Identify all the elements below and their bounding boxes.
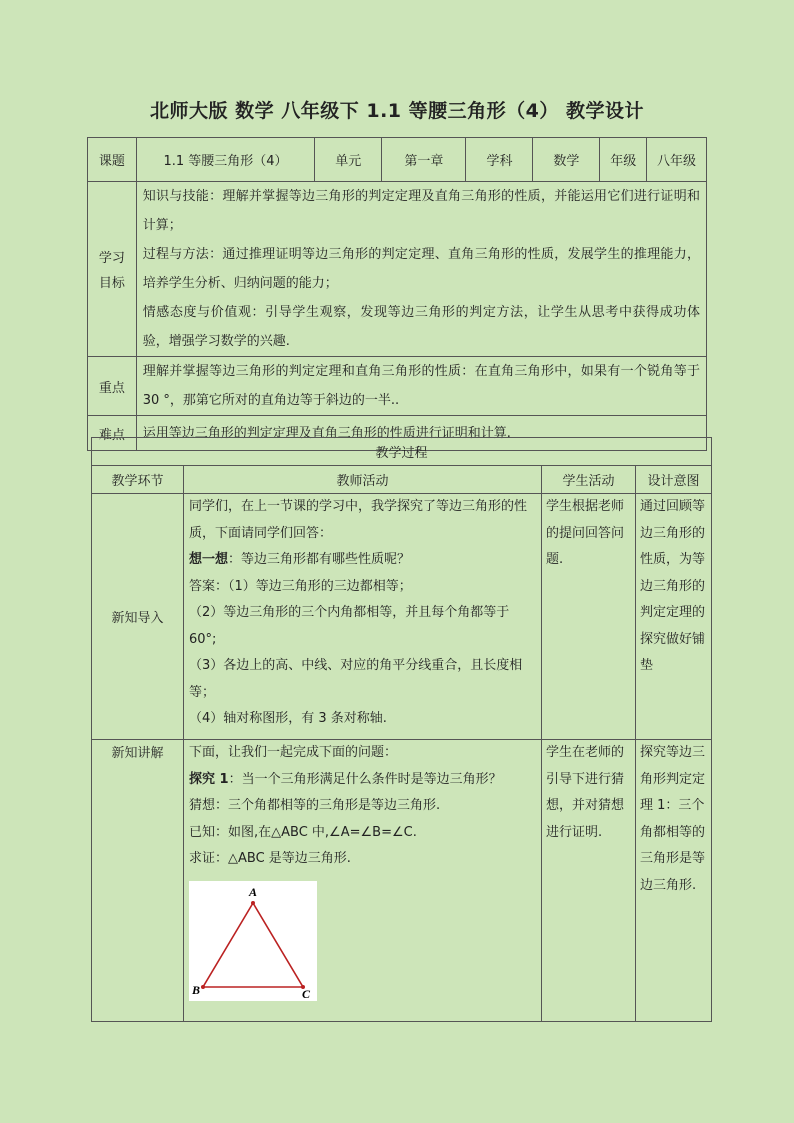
explain-intro: 下面，让我们一起完成下面的问题： (189, 745, 398, 760)
subject-label: 学科 (466, 138, 533, 182)
grade-value: 八年级 (647, 138, 707, 182)
unit-label: 单元 (315, 138, 382, 182)
think-label: 想一想 (189, 552, 229, 567)
guess-line: 猜想：三个角都相等的三角形是等边三角形. (189, 798, 441, 813)
student-activity-explain: 学生在老师的引导下进行猜想，并对猜想进行证明. (542, 740, 636, 1022)
difficulty-text: 运用等边三角形的判定定理及直角三角形的性质进行证明和计算. (136, 416, 706, 451)
triangle-shape (203, 903, 303, 987)
explore-label: 探究 1 (189, 771, 229, 787)
design-intent-explain: 探究等边三角形判定定理 1：三个角都相等的三角形是等边三角形. (636, 740, 712, 1022)
goals-label-line1: 学习 (98, 251, 125, 266)
teacher-activity-intro (184, 494, 542, 740)
col-header-stage: 教学环节 (92, 466, 184, 494)
stage-intro: 新知导入 (92, 494, 184, 740)
process-table (91, 437, 712, 1022)
answer-3: （3）各边上的高、中线、对应的角平分线重合，且长度相等； (189, 658, 523, 700)
triangle-figure (189, 881, 317, 1001)
label-a: A (249, 884, 258, 899)
goals-knowledge: 知识与技能：理解并掌握等边三角形的判定定理及直角三角形的性质，并能运用它们进行证明和计算； (142, 189, 700, 233)
unit-value: 第一章 (382, 138, 466, 182)
key-point-label: 重点 (88, 357, 137, 416)
vertex-a (251, 901, 255, 905)
vertex-b (201, 985, 205, 989)
course-value: 1.1 等腰三角形（4） (136, 138, 315, 182)
col-header-design: 设计意图 (636, 466, 712, 494)
grade-label: 年级 (600, 138, 647, 182)
process-title: 教学过程 (92, 438, 712, 466)
answer-1: 答案：（1）等边三角形的三边都相等； (189, 578, 412, 594)
col-header-teacher: 教师活动 (184, 466, 542, 494)
goals-content (136, 182, 706, 357)
info-table (87, 137, 707, 451)
key-point-text: 理解并掌握等边三角形的判定定理和直角三角形的性质：在直角三角形中，如果有一个锐角等于 30 °，那第它所对的直角边等于斜边的一半.. (136, 357, 706, 416)
stage-explain: 新知讲解 (92, 740, 184, 1022)
difficulty-label: 难点 (88, 416, 137, 451)
explore-question (189, 767, 536, 794)
teacher-activity-explain (184, 740, 542, 1022)
label-b: B (192, 982, 201, 997)
subject-value: 数学 (533, 138, 600, 182)
goals-label (88, 182, 137, 357)
label-c: C (302, 986, 311, 1001)
goals-label-line2: 目标 (98, 276, 125, 291)
think-text: ：等边三角形都有哪些性质呢？ (228, 552, 411, 567)
intro-line: 同学们，在上一节课的学习中，我学探究了等边三角形的性质，下面请同学们回答： (189, 499, 528, 541)
goals-process: 过程与方法：通过推理证明等边三角形的判定定理、直角三角形的性质，发展学生的推理能力，培养学生分析、归纳问题的能力； (142, 247, 700, 291)
design-intent-intro: 通过回顾等边三角形的性质，为等边三角形的判定定理的探究做好铺垫 (636, 494, 712, 740)
answer-2: （2）等边三角形的三个内角都相等，并且每个角都等于60°; (189, 605, 510, 647)
known-line: 已知：如图,在△ABC 中,∠A=∠B=∠C. (189, 824, 417, 840)
explore-text: ：当一个三角形满足什么条件时是等边三角形？ (228, 771, 502, 787)
student-activity-intro: 学生根据老师的提问回答问题. (542, 494, 636, 740)
page-title: 北师大版 数学 八年级下 1.1 等腰三角形（4） 教学设计 (150, 100, 644, 122)
think-question (189, 547, 536, 574)
course-label: 课题 (88, 138, 137, 182)
goals-attitude: 情感态度与价值观：引导学生观察，发现等边三角形的判定方法，让学生从思考中获得成功体验，增强学习数学的兴趣. (142, 305, 700, 349)
prove-line: 求证：△ABC 是等边三角形. (189, 851, 351, 866)
answer-4: （4）轴对称图形，有 3 条对称轴. (189, 711, 387, 726)
col-header-student: 学生活动 (542, 466, 636, 494)
